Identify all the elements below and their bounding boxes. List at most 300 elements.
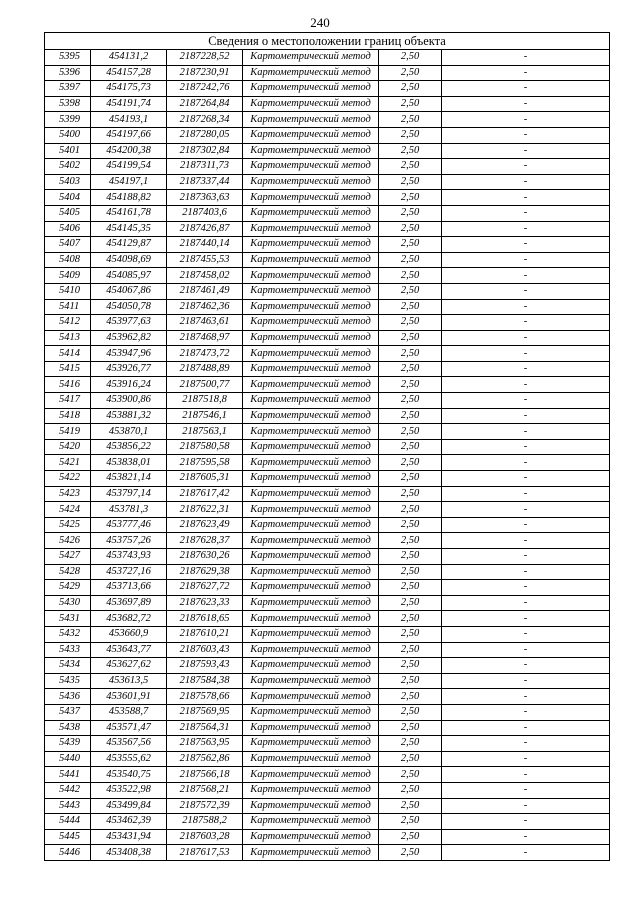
accuracy-cell: 2,50 — [379, 377, 442, 393]
description-cell: - — [442, 65, 610, 81]
table-row — [45, 439, 610, 455]
method-cell: Картометрический метод — [243, 237, 379, 253]
table-row — [45, 845, 610, 861]
accuracy-cell: 2,50 — [379, 50, 442, 66]
method-cell: Картометрический метод — [243, 689, 379, 705]
method-cell: Картометрический метод — [243, 658, 379, 674]
description-cell: - — [442, 377, 610, 393]
y-coordinate-cell: 2187468,97 — [167, 330, 243, 346]
table-row — [45, 736, 610, 752]
x-coordinate-cell: 453660,9 — [91, 626, 167, 642]
table-row — [45, 595, 610, 611]
accuracy-cell: 2,50 — [379, 65, 442, 81]
description-cell: - — [442, 361, 610, 377]
y-coordinate-cell: 2187280,05 — [167, 127, 243, 143]
accuracy-cell: 2,50 — [379, 471, 442, 487]
accuracy-cell: 2,50 — [379, 190, 442, 206]
description-cell: - — [442, 237, 610, 253]
table-body — [45, 50, 610, 861]
x-coordinate-cell: 453627,62 — [91, 658, 167, 674]
point-number-cell: 5415 — [45, 361, 91, 377]
accuracy-cell: 2,50 — [379, 720, 442, 736]
method-cell: Картометрический метод — [243, 736, 379, 752]
x-coordinate-cell: 454193,1 — [91, 112, 167, 128]
table-row — [45, 642, 610, 658]
y-coordinate-cell: 2187623,49 — [167, 517, 243, 533]
method-cell: Картометрический метод — [243, 751, 379, 767]
y-coordinate-cell: 2187603,28 — [167, 829, 243, 845]
x-coordinate-cell: 453926,77 — [91, 361, 167, 377]
table-row — [45, 658, 610, 674]
y-coordinate-cell: 2187568,21 — [167, 782, 243, 798]
accuracy-cell: 2,50 — [379, 814, 442, 830]
x-coordinate-cell: 453797,14 — [91, 486, 167, 502]
boundary-coordinates-table — [44, 32, 610, 861]
accuracy-cell: 2,50 — [379, 580, 442, 596]
method-cell: Картометрический метод — [243, 346, 379, 362]
x-coordinate-cell: 453900,86 — [91, 393, 167, 409]
y-coordinate-cell: 2187455,53 — [167, 252, 243, 268]
table-row — [45, 299, 610, 315]
x-coordinate-cell: 454157,28 — [91, 65, 167, 81]
table-row — [45, 50, 610, 66]
accuracy-cell: 2,50 — [379, 174, 442, 190]
method-cell: Картометрический метод — [243, 564, 379, 580]
table-row — [45, 424, 610, 440]
accuracy-cell: 2,50 — [379, 845, 442, 861]
table-row — [45, 346, 610, 362]
point-number-cell: 5420 — [45, 439, 91, 455]
table-row — [45, 190, 610, 206]
table-row — [45, 814, 610, 830]
method-cell: Картометрический метод — [243, 798, 379, 814]
point-number-cell: 5442 — [45, 782, 91, 798]
point-number-cell: 5395 — [45, 50, 91, 66]
y-coordinate-cell: 2187629,38 — [167, 564, 243, 580]
y-coordinate-cell: 2187580,58 — [167, 439, 243, 455]
y-coordinate-cell: 2187610,21 — [167, 626, 243, 642]
x-coordinate-cell: 453743,93 — [91, 549, 167, 565]
description-cell: - — [442, 424, 610, 440]
point-number-cell: 5427 — [45, 549, 91, 565]
accuracy-cell: 2,50 — [379, 502, 442, 518]
table-row — [45, 751, 610, 767]
table-row — [45, 502, 610, 518]
point-number-cell: 5444 — [45, 814, 91, 830]
x-coordinate-cell: 454199,54 — [91, 159, 167, 175]
description-cell: - — [442, 190, 610, 206]
x-coordinate-cell: 454050,78 — [91, 299, 167, 315]
table-row — [45, 782, 610, 798]
x-coordinate-cell: 453870,1 — [91, 424, 167, 440]
x-coordinate-cell: 453697,89 — [91, 595, 167, 611]
x-coordinate-cell: 453838,01 — [91, 455, 167, 471]
point-number-cell: 5425 — [45, 517, 91, 533]
x-coordinate-cell: 453522,98 — [91, 782, 167, 798]
accuracy-cell: 2,50 — [379, 767, 442, 783]
method-cell: Картометрический метод — [243, 439, 379, 455]
point-number-cell: 5423 — [45, 486, 91, 502]
table-row — [45, 252, 610, 268]
y-coordinate-cell: 2187563,1 — [167, 424, 243, 440]
table-row — [45, 720, 610, 736]
method-cell: Картометрический метод — [243, 330, 379, 346]
accuracy-cell: 2,50 — [379, 595, 442, 611]
x-coordinate-cell: 453643,77 — [91, 642, 167, 658]
point-number-cell: 5414 — [45, 346, 91, 362]
y-coordinate-cell: 2187564,31 — [167, 720, 243, 736]
x-coordinate-cell: 453781,3 — [91, 502, 167, 518]
point-number-cell: 5443 — [45, 798, 91, 814]
y-coordinate-cell: 2187268,34 — [167, 112, 243, 128]
method-cell: Картометрический метод — [243, 299, 379, 315]
point-number-cell: 5422 — [45, 471, 91, 487]
x-coordinate-cell: 453821,14 — [91, 471, 167, 487]
x-coordinate-cell: 453682,72 — [91, 611, 167, 627]
table-row — [45, 159, 610, 175]
table-row — [45, 268, 610, 284]
description-cell: - — [442, 704, 610, 720]
description-cell: - — [442, 330, 610, 346]
accuracy-cell: 2,50 — [379, 564, 442, 580]
point-number-cell: 5400 — [45, 127, 91, 143]
x-coordinate-cell: 454188,82 — [91, 190, 167, 206]
point-number-cell: 5439 — [45, 736, 91, 752]
point-number-cell: 5416 — [45, 377, 91, 393]
method-cell: Картометрический метод — [243, 361, 379, 377]
y-coordinate-cell: 2187593,43 — [167, 658, 243, 674]
description-cell: - — [442, 252, 610, 268]
accuracy-cell: 2,50 — [379, 252, 442, 268]
table-row — [45, 315, 610, 331]
method-cell: Картометрический метод — [243, 408, 379, 424]
table-row — [45, 549, 610, 565]
point-number-cell: 5441 — [45, 767, 91, 783]
accuracy-cell: 2,50 — [379, 798, 442, 814]
x-coordinate-cell: 454145,35 — [91, 221, 167, 237]
method-cell: Картометрический метод — [243, 845, 379, 861]
description-cell: - — [442, 315, 610, 331]
table-row — [45, 408, 610, 424]
x-coordinate-cell: 454131,2 — [91, 50, 167, 66]
table-row — [45, 65, 610, 81]
description-cell: - — [442, 174, 610, 190]
y-coordinate-cell: 2187618,65 — [167, 611, 243, 627]
table-row — [45, 486, 610, 502]
method-cell: Картометрический метод — [243, 96, 379, 112]
accuracy-cell: 2,50 — [379, 393, 442, 409]
y-coordinate-cell: 2187627,72 — [167, 580, 243, 596]
point-number-cell: 5428 — [45, 564, 91, 580]
method-cell: Картометрический метод — [243, 626, 379, 642]
accuracy-cell: 2,50 — [379, 549, 442, 565]
x-coordinate-cell: 453916,24 — [91, 377, 167, 393]
description-cell: - — [442, 517, 610, 533]
y-coordinate-cell: 2187440,14 — [167, 237, 243, 253]
description-cell: - — [442, 221, 610, 237]
description-cell: - — [442, 159, 610, 175]
table-row — [45, 393, 610, 409]
table-title: Сведения о местоположении границ объекта — [45, 33, 610, 50]
point-number-cell: 5409 — [45, 268, 91, 284]
point-number-cell: 5434 — [45, 658, 91, 674]
point-number-cell: 5438 — [45, 720, 91, 736]
accuracy-cell: 2,50 — [379, 658, 442, 674]
x-coordinate-cell: 453713,66 — [91, 580, 167, 596]
point-number-cell: 5431 — [45, 611, 91, 627]
method-cell: Картометрический метод — [243, 455, 379, 471]
description-cell: - — [442, 96, 610, 112]
accuracy-cell: 2,50 — [379, 143, 442, 159]
y-coordinate-cell: 2187302,84 — [167, 143, 243, 159]
x-coordinate-cell: 453977,63 — [91, 315, 167, 331]
description-cell: - — [442, 782, 610, 798]
method-cell: Картометрический метод — [243, 704, 379, 720]
x-coordinate-cell: 453588,7 — [91, 704, 167, 720]
table-row — [45, 112, 610, 128]
x-coordinate-cell: 453499,84 — [91, 798, 167, 814]
accuracy-cell: 2,50 — [379, 283, 442, 299]
table-row — [45, 330, 610, 346]
table-row — [45, 205, 610, 221]
x-coordinate-cell: 453408,38 — [91, 845, 167, 861]
point-number-cell: 5406 — [45, 221, 91, 237]
description-cell: - — [442, 283, 610, 299]
table-row — [45, 517, 610, 533]
description-cell: - — [442, 299, 610, 315]
description-cell: - — [442, 50, 610, 66]
description-cell: - — [442, 720, 610, 736]
description-cell: - — [442, 455, 610, 471]
method-cell: Картометрический метод — [243, 252, 379, 268]
point-number-cell: 5433 — [45, 642, 91, 658]
method-cell: Картометрический метод — [243, 486, 379, 502]
y-coordinate-cell: 2187572,39 — [167, 798, 243, 814]
description-cell: - — [442, 751, 610, 767]
point-number-cell: 5446 — [45, 845, 91, 861]
description-cell: - — [442, 642, 610, 658]
x-coordinate-cell: 454098,69 — [91, 252, 167, 268]
method-cell: Картометрический метод — [243, 502, 379, 518]
accuracy-cell: 2,50 — [379, 205, 442, 221]
method-cell: Картометрический метод — [243, 782, 379, 798]
x-coordinate-cell: 453540,75 — [91, 767, 167, 783]
method-cell: Картометрический метод — [243, 720, 379, 736]
x-coordinate-cell: 453777,46 — [91, 517, 167, 533]
x-coordinate-cell: 454085,97 — [91, 268, 167, 284]
x-coordinate-cell: 453462,39 — [91, 814, 167, 830]
y-coordinate-cell: 2187617,42 — [167, 486, 243, 502]
description-cell: - — [442, 127, 610, 143]
accuracy-cell: 2,50 — [379, 127, 442, 143]
y-coordinate-cell: 2187518,8 — [167, 393, 243, 409]
y-coordinate-cell: 2187473,72 — [167, 346, 243, 362]
y-coordinate-cell: 2187617,53 — [167, 845, 243, 861]
x-coordinate-cell: 453962,82 — [91, 330, 167, 346]
y-coordinate-cell: 2187403,6 — [167, 205, 243, 221]
description-cell: - — [442, 595, 610, 611]
accuracy-cell: 2,50 — [379, 533, 442, 549]
y-coordinate-cell: 2187546,1 — [167, 408, 243, 424]
y-coordinate-cell: 2187242,76 — [167, 81, 243, 97]
method-cell: Картометрический метод — [243, 517, 379, 533]
accuracy-cell: 2,50 — [379, 736, 442, 752]
method-cell: Картометрический метод — [243, 549, 379, 565]
accuracy-cell: 2,50 — [379, 704, 442, 720]
x-coordinate-cell: 453947,96 — [91, 346, 167, 362]
y-coordinate-cell: 2187562,86 — [167, 751, 243, 767]
y-coordinate-cell: 2187458,02 — [167, 268, 243, 284]
description-cell: - — [442, 533, 610, 549]
method-cell: Картометрический метод — [243, 424, 379, 440]
x-coordinate-cell: 454197,66 — [91, 127, 167, 143]
y-coordinate-cell: 2187563,95 — [167, 736, 243, 752]
table-row — [45, 767, 610, 783]
point-number-cell: 5432 — [45, 626, 91, 642]
accuracy-cell: 2,50 — [379, 81, 442, 97]
table-row — [45, 564, 610, 580]
description-cell: - — [442, 611, 610, 627]
table-row — [45, 580, 610, 596]
accuracy-cell: 2,50 — [379, 112, 442, 128]
point-number-cell: 5429 — [45, 580, 91, 596]
y-coordinate-cell: 2187569,95 — [167, 704, 243, 720]
x-coordinate-cell: 454191,74 — [91, 96, 167, 112]
method-cell: Картометрический метод — [243, 377, 379, 393]
point-number-cell: 5440 — [45, 751, 91, 767]
description-cell: - — [442, 143, 610, 159]
method-cell: Картометрический метод — [243, 65, 379, 81]
method-cell: Картометрический метод — [243, 642, 379, 658]
description-cell: - — [442, 439, 610, 455]
point-number-cell: 5411 — [45, 299, 91, 315]
x-coordinate-cell: 453571,47 — [91, 720, 167, 736]
point-number-cell: 5424 — [45, 502, 91, 518]
y-coordinate-cell: 2187566,18 — [167, 767, 243, 783]
x-coordinate-cell: 453881,32 — [91, 408, 167, 424]
y-coordinate-cell: 2187337,44 — [167, 174, 243, 190]
description-cell: - — [442, 829, 610, 845]
x-coordinate-cell: 454175,73 — [91, 81, 167, 97]
accuracy-cell: 2,50 — [379, 408, 442, 424]
table-row — [45, 237, 610, 253]
point-number-cell: 5404 — [45, 190, 91, 206]
table-row — [45, 127, 610, 143]
accuracy-cell: 2,50 — [379, 315, 442, 331]
method-cell: Картометрический метод — [243, 205, 379, 221]
point-number-cell: 5398 — [45, 96, 91, 112]
description-cell: - — [442, 673, 610, 689]
y-coordinate-cell: 2187462,36 — [167, 299, 243, 315]
point-number-cell: 5402 — [45, 159, 91, 175]
point-number-cell: 5408 — [45, 252, 91, 268]
point-number-cell: 5435 — [45, 673, 91, 689]
x-coordinate-cell: 454067,86 — [91, 283, 167, 299]
accuracy-cell: 2,50 — [379, 96, 442, 112]
x-coordinate-cell: 454197,1 — [91, 174, 167, 190]
accuracy-cell: 2,50 — [379, 689, 442, 705]
page-number: 240 — [310, 15, 330, 30]
table-row — [45, 611, 610, 627]
y-coordinate-cell: 2187230,91 — [167, 65, 243, 81]
point-number-cell: 5407 — [45, 237, 91, 253]
description-cell: - — [442, 580, 610, 596]
accuracy-cell: 2,50 — [379, 829, 442, 845]
accuracy-cell: 2,50 — [379, 237, 442, 253]
point-number-cell: 5403 — [45, 174, 91, 190]
method-cell: Картометрический метод — [243, 127, 379, 143]
y-coordinate-cell: 2187578,66 — [167, 689, 243, 705]
accuracy-cell: 2,50 — [379, 642, 442, 658]
description-cell: - — [442, 564, 610, 580]
method-cell: Картометрический метод — [243, 112, 379, 128]
table-row — [45, 673, 610, 689]
method-cell: Картометрический метод — [243, 315, 379, 331]
accuracy-cell: 2,50 — [379, 346, 442, 362]
method-cell: Картометрический метод — [243, 190, 379, 206]
point-number-cell: 5430 — [45, 595, 91, 611]
description-cell: - — [442, 626, 610, 642]
accuracy-cell: 2,50 — [379, 626, 442, 642]
y-coordinate-cell: 2187488,89 — [167, 361, 243, 377]
table-row — [45, 704, 610, 720]
method-cell: Картометрический метод — [243, 268, 379, 284]
method-cell: Картометрический метод — [243, 814, 379, 830]
table-header-row — [45, 33, 610, 50]
table-row — [45, 283, 610, 299]
table-row — [45, 143, 610, 159]
method-cell: Картометрический метод — [243, 221, 379, 237]
description-cell: - — [442, 346, 610, 362]
y-coordinate-cell: 2187500,77 — [167, 377, 243, 393]
description-cell: - — [442, 736, 610, 752]
method-cell: Картометрический метод — [243, 767, 379, 783]
x-coordinate-cell: 453613,5 — [91, 673, 167, 689]
method-cell: Картометрический метод — [243, 283, 379, 299]
point-number-cell: 5437 — [45, 704, 91, 720]
point-number-cell: 5399 — [45, 112, 91, 128]
table-row — [45, 829, 610, 845]
accuracy-cell: 2,50 — [379, 611, 442, 627]
description-cell: - — [442, 502, 610, 518]
description-cell: - — [442, 486, 610, 502]
method-cell: Картометрический метод — [243, 174, 379, 190]
description-cell: - — [442, 689, 610, 705]
y-coordinate-cell: 2187622,31 — [167, 502, 243, 518]
accuracy-cell: 2,50 — [379, 517, 442, 533]
table-row — [45, 455, 610, 471]
x-coordinate-cell: 454161,78 — [91, 205, 167, 221]
point-number-cell: 5405 — [45, 205, 91, 221]
accuracy-cell: 2,50 — [379, 486, 442, 502]
y-coordinate-cell: 2187463,61 — [167, 315, 243, 331]
table-row — [45, 798, 610, 814]
y-coordinate-cell: 2187311,73 — [167, 159, 243, 175]
point-number-cell: 5418 — [45, 408, 91, 424]
method-cell: Картометрический метод — [243, 673, 379, 689]
table-row — [45, 361, 610, 377]
y-coordinate-cell: 2187628,37 — [167, 533, 243, 549]
description-cell: - — [442, 845, 610, 861]
x-coordinate-cell: 453601,91 — [91, 689, 167, 705]
accuracy-cell: 2,50 — [379, 782, 442, 798]
description-cell: - — [442, 549, 610, 565]
point-number-cell: 5412 — [45, 315, 91, 331]
accuracy-cell: 2,50 — [379, 299, 442, 315]
accuracy-cell: 2,50 — [379, 424, 442, 440]
table-row — [45, 96, 610, 112]
y-coordinate-cell: 2187595,58 — [167, 455, 243, 471]
